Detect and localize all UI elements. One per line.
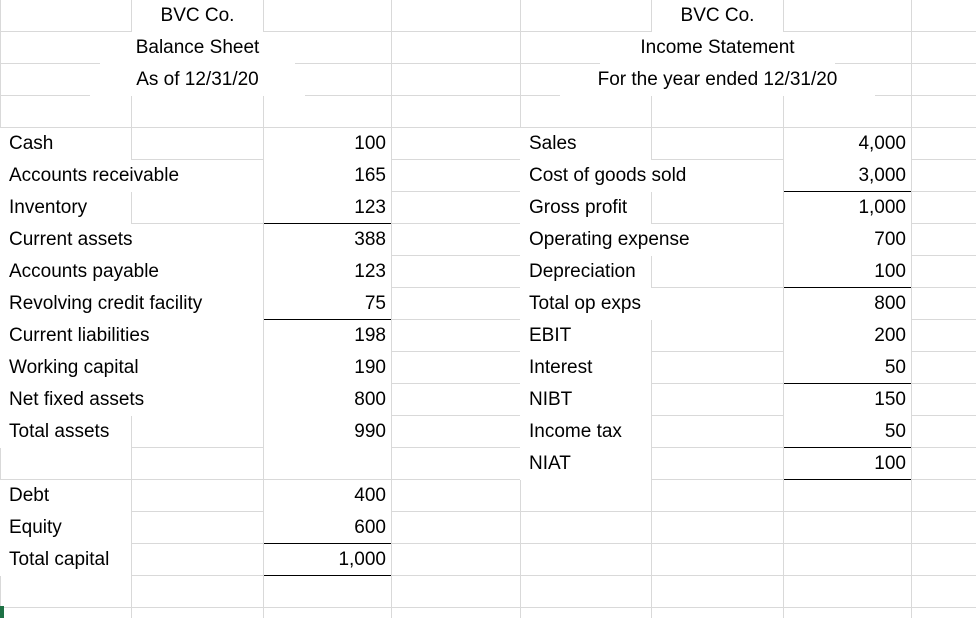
bs-value-revolving-credit-facility[interactable]: 75 [264, 288, 391, 320]
is-label-niat[interactable]: NIAT [520, 448, 651, 480]
bs-label-working-capital[interactable]: Working capital [0, 352, 263, 384]
bs-inventory-underline [264, 223, 391, 224]
is-label-income-tax[interactable]: Income tax [520, 416, 651, 448]
bs-value-cash[interactable]: 100 [264, 128, 391, 160]
is-label-cost-of-goods-sold[interactable]: Cost of goods sold [520, 160, 783, 192]
column-gridline [391, 0, 392, 618]
bs-revolving-underline [264, 319, 391, 320]
bs-value-inventory[interactable]: 123 [264, 192, 391, 224]
bs-value-total-capital[interactable]: 1,000 [264, 544, 391, 576]
is-niat-underline [784, 479, 911, 480]
balance-sheet-date[interactable]: As of 12/31/20 [90, 64, 305, 96]
income-statement-period[interactable]: For the year ended 12/31/20 [560, 64, 875, 96]
bs-label-current-liabilities[interactable]: Current liabilities [0, 320, 263, 352]
bs-equity-underline [264, 543, 391, 544]
row-gridline [0, 607, 976, 608]
bs-value-net-fixed-assets[interactable]: 800 [264, 384, 391, 416]
row-gridline [0, 575, 976, 576]
balance-sheet-company[interactable]: BVC Co. [132, 0, 263, 32]
is-label-total-op-exps[interactable]: Total op exps [520, 288, 783, 320]
bs-value-working-capital[interactable]: 190 [264, 352, 391, 384]
bs-label-total-capital[interactable]: Total capital [0, 544, 131, 576]
is-income-tax-underline [784, 447, 911, 448]
is-value-nibt[interactable]: 150 [784, 384, 911, 416]
is-interest-underline [784, 383, 911, 384]
is-depreciation-underline [784, 287, 911, 288]
bs-value-accounts-receivable[interactable]: 165 [264, 160, 391, 192]
bs-value-equity[interactable]: 600 [264, 512, 391, 544]
bs-label-current-assets[interactable]: Current assets [0, 224, 263, 256]
is-value-interest[interactable]: 50 [784, 352, 911, 384]
is-value-niat[interactable]: 100 [784, 448, 911, 480]
bs-label-net-fixed-assets[interactable]: Net fixed assets [0, 384, 263, 416]
bs-value-current-liabilities[interactable]: 198 [264, 320, 391, 352]
selection-handle [0, 606, 4, 618]
bs-label-cash[interactable]: Cash [0, 128, 131, 160]
bs-label-debt[interactable]: Debt [0, 480, 131, 512]
bs-label-inventory[interactable]: Inventory [0, 192, 131, 224]
is-label-ebit[interactable]: EBIT [520, 320, 651, 352]
income-statement-company[interactable]: BVC Co. [652, 0, 783, 32]
is-value-ebit[interactable]: 200 [784, 320, 911, 352]
income-statement-title[interactable]: Income Statement [600, 32, 835, 64]
bs-value-total-assets[interactable]: 990 [264, 416, 391, 448]
is-label-interest[interactable]: Interest [520, 352, 651, 384]
is-value-income-tax[interactable]: 50 [784, 416, 911, 448]
is-value-depreciation[interactable]: 100 [784, 256, 911, 288]
is-label-nibt[interactable]: NIBT [520, 384, 651, 416]
bs-label-equity[interactable]: Equity [0, 512, 131, 544]
bs-label-revolving-credit-facility[interactable]: Revolving credit facility [0, 288, 263, 320]
bs-label-accounts-payable[interactable]: Accounts payable [0, 256, 263, 288]
is-value-cost-of-goods-sold[interactable]: 3,000 [784, 160, 911, 192]
is-label-operating-expense[interactable]: Operating expense [520, 224, 783, 256]
row-gridline [0, 543, 976, 544]
is-value-sales[interactable]: 4,000 [784, 128, 911, 160]
row-gridline [0, 511, 976, 512]
bs-label-accounts-receivable[interactable]: Accounts receivable [0, 160, 263, 192]
bs-value-current-assets[interactable]: 388 [264, 224, 391, 256]
is-value-total-op-exps[interactable]: 800 [784, 288, 911, 320]
bs-total-capital-underline [264, 575, 391, 576]
is-cogs-underline [784, 191, 911, 192]
is-value-operating-expense[interactable]: 700 [784, 224, 911, 256]
is-label-sales[interactable]: Sales [520, 128, 651, 160]
balance-sheet-title[interactable]: Balance Sheet [100, 32, 295, 64]
is-value-gross-profit[interactable]: 1,000 [784, 192, 911, 224]
is-label-depreciation[interactable]: Depreciation [520, 256, 651, 288]
is-label-gross-profit[interactable]: Gross profit [520, 192, 651, 224]
column-gridline [911, 0, 912, 618]
bs-label-total-assets[interactable]: Total assets [0, 416, 131, 448]
bs-value-accounts-payable[interactable]: 123 [264, 256, 391, 288]
bs-value-debt[interactable]: 400 [264, 480, 391, 512]
